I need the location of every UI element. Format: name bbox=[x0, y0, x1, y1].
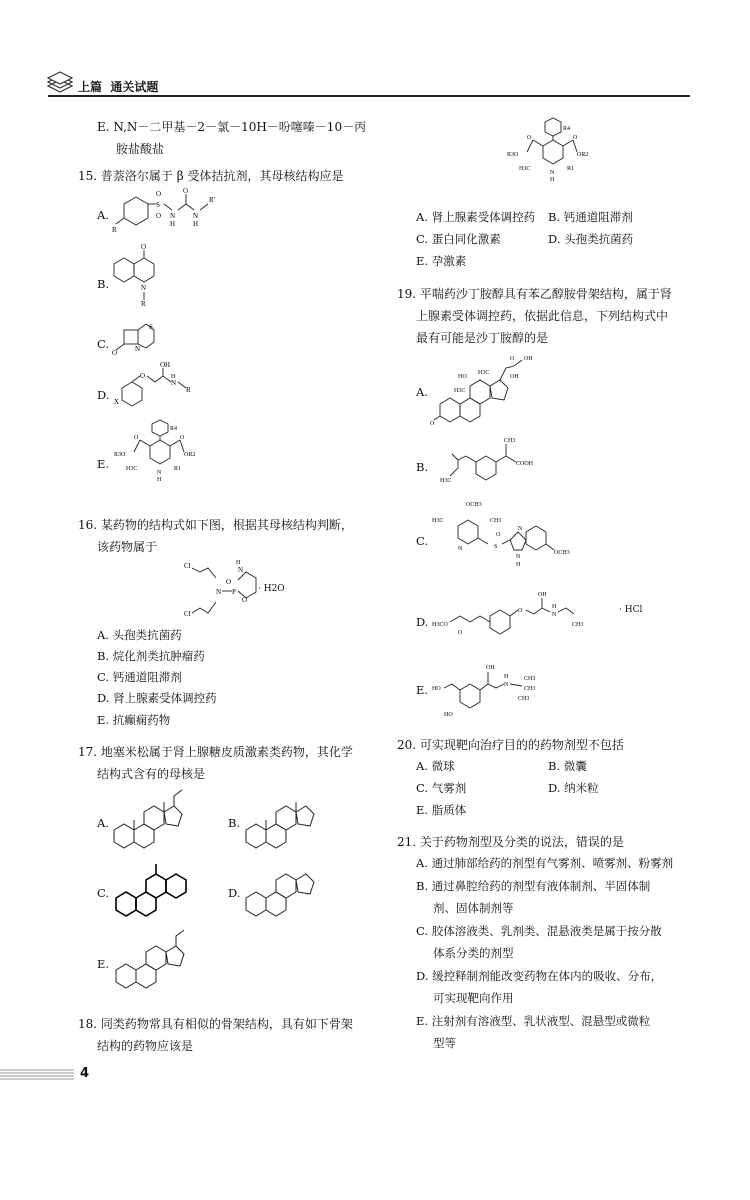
q21-option-e: E. 注射剂有溶液型、乳状液型、混悬型或微粒 bbox=[416, 1014, 651, 1028]
q17-option-d-label: D. bbox=[228, 886, 241, 900]
svg-text:OR2: OR2 bbox=[184, 452, 196, 458]
q21-option-c: C. 胶体溶液类、乳剂类、混悬液类是属于按分散 bbox=[416, 924, 662, 938]
q15-structure-b bbox=[112, 243, 172, 308]
q21-option-d: D. 缓控释制剂能改变药物在体内的吸收、分布， bbox=[416, 969, 663, 983]
q16-option-b: B. 烷化剂类抗肿瘤药 bbox=[97, 649, 205, 663]
svg-text:OCH3: OCH3 bbox=[466, 502, 482, 508]
q15-option-b-label: B. bbox=[97, 277, 110, 291]
svg-text:O: O bbox=[183, 187, 189, 195]
page-number: 4 bbox=[80, 1066, 90, 1081]
svg-text:R': R' bbox=[209, 196, 215, 204]
q21-option-e-cont: 型等 bbox=[433, 1036, 456, 1050]
svg-text:H3C: H3C bbox=[126, 466, 138, 472]
svg-text:H: H bbox=[516, 562, 521, 568]
q16-hydrate-label: · H2O bbox=[258, 584, 285, 594]
svg-text:Cl: Cl bbox=[184, 562, 191, 570]
q17-stem-line2: 结构式含有的母核是 bbox=[97, 767, 206, 781]
q20-option-d: D. 纳米粒 bbox=[548, 781, 599, 795]
svg-text:OR2: OR2 bbox=[577, 152, 589, 158]
q16-stem-line2: 该药物属于 bbox=[97, 540, 158, 554]
q17-option-a-label: A. bbox=[97, 816, 109, 830]
svg-text:OH: OH bbox=[486, 665, 495, 671]
svg-text:R1: R1 bbox=[174, 466, 182, 472]
svg-text:H: H bbox=[170, 220, 176, 228]
svg-text:R: R bbox=[112, 226, 117, 234]
svg-text:H: H bbox=[236, 560, 241, 566]
svg-text:H3C: H3C bbox=[454, 388, 466, 394]
svg-text:CH3: CH3 bbox=[524, 676, 536, 682]
svg-text:O: O bbox=[242, 596, 248, 604]
svg-text:H: H bbox=[550, 177, 555, 183]
svg-text:O: O bbox=[573, 135, 578, 141]
running-header: 上篇 通关试题 bbox=[78, 80, 159, 94]
q21-stem: 21. 关于药物剂型及分类的说法，错误的是 bbox=[397, 835, 624, 849]
footer-stripes bbox=[0, 1068, 74, 1082]
q14-option-e-cont: 胺盐酸盐 bbox=[116, 142, 165, 156]
q20-option-a: A. 微球 bbox=[416, 759, 455, 773]
svg-text:H: H bbox=[552, 604, 557, 610]
svg-text:R: R bbox=[141, 300, 146, 308]
q19-structure-a bbox=[430, 352, 580, 434]
q15-structure-c bbox=[112, 320, 172, 360]
q17-stem-line1: 17. 地塞米松属于肾上腺糖皮质激素类药物，其化学 bbox=[78, 745, 353, 759]
svg-text:R4: R4 bbox=[563, 126, 571, 132]
q18-option-e: E. 孕激素 bbox=[416, 254, 467, 268]
svg-text:HO: HO bbox=[458, 374, 467, 380]
svg-text:COOH: COOH bbox=[516, 461, 534, 467]
q19-option-a-label: A. bbox=[416, 385, 428, 399]
q20-option-e: E. 脂质体 bbox=[416, 803, 467, 817]
svg-text:O: O bbox=[518, 608, 523, 614]
q19-option-b-label: B. bbox=[416, 460, 429, 474]
q21-option-b-cont: 剂、固体制剂等 bbox=[433, 901, 514, 915]
svg-text:HO: HO bbox=[432, 686, 441, 692]
q17-structure-a bbox=[108, 786, 208, 861]
svg-text:H3C: H3C bbox=[478, 370, 490, 376]
svg-text:S: S bbox=[156, 201, 160, 209]
q15-stem: 15. 普萘洛尔属于 β 受体拮抗剂，其母核结构应是 bbox=[78, 169, 344, 183]
q14-option-e: E. N,N－二甲基－2－氯－10H－吩噻嗪－10－丙 bbox=[97, 120, 367, 134]
q18-option-a: A. 肾上腺素受体调控药 bbox=[416, 210, 536, 224]
q15-option-c-label: C. bbox=[97, 337, 110, 351]
q17-structure-c bbox=[112, 858, 212, 924]
svg-text:O: O bbox=[156, 212, 162, 220]
svg-text:N: N bbox=[550, 170, 555, 176]
q17-structure-e bbox=[112, 924, 212, 1000]
svg-text:N: N bbox=[238, 566, 244, 574]
q19-structure-b bbox=[430, 432, 580, 490]
svg-text:N: N bbox=[518, 526, 523, 532]
svg-text:N: N bbox=[552, 612, 557, 618]
svg-text:R3O: R3O bbox=[114, 452, 126, 458]
svg-text:N: N bbox=[193, 212, 199, 220]
svg-text:CH3: CH3 bbox=[572, 622, 584, 628]
q15-structure-e bbox=[112, 418, 212, 498]
svg-text:O: O bbox=[134, 435, 139, 441]
svg-text:O: O bbox=[112, 349, 118, 357]
svg-text:N: N bbox=[504, 682, 509, 688]
svg-text:X: X bbox=[114, 398, 120, 406]
q19-option-c-label: C. bbox=[416, 534, 429, 548]
svg-text:N: N bbox=[458, 546, 463, 552]
q17-option-b-label: B. bbox=[228, 816, 241, 830]
svg-text:N: N bbox=[170, 212, 176, 220]
header-rule bbox=[48, 95, 690, 97]
svg-text:R1: R1 bbox=[567, 166, 575, 172]
svg-text:R3O: R3O bbox=[507, 152, 519, 158]
q16-option-c: C. 钙通道阻滞剂 bbox=[97, 670, 182, 684]
svg-text:CH3: CH3 bbox=[490, 518, 502, 524]
q17-option-c-label: C. bbox=[97, 886, 110, 900]
svg-text:O: O bbox=[430, 421, 435, 427]
q15-option-d-label: D. bbox=[97, 388, 110, 402]
svg-text:H: H bbox=[157, 477, 162, 483]
svg-text:OH: OH bbox=[538, 592, 547, 598]
q21-option-c-cont: 体系分类的剂型 bbox=[433, 946, 514, 960]
svg-text:N: N bbox=[516, 554, 521, 560]
svg-text:O: O bbox=[496, 532, 501, 538]
q17-structure-d bbox=[240, 858, 340, 924]
svg-text:O: O bbox=[141, 243, 147, 251]
svg-text:CH3: CH3 bbox=[518, 696, 530, 702]
svg-text:N: N bbox=[157, 470, 162, 476]
svg-text:N: N bbox=[216, 588, 222, 596]
svg-text:O: O bbox=[226, 578, 232, 586]
svg-text:Cl: Cl bbox=[184, 610, 191, 618]
svg-text:O: O bbox=[510, 356, 515, 362]
q19-stem-line1: 19. 平喘药沙丁胺醇具有苯乙醇胺骨架结构，属于肾 bbox=[397, 287, 672, 301]
q21-option-b: B. 通过鼻腔给药的剂型有液体制剂、半固体制 bbox=[416, 879, 651, 893]
svg-text:CH3: CH3 bbox=[504, 438, 516, 444]
svg-text:OCH3: OCH3 bbox=[554, 550, 570, 556]
svg-text:O: O bbox=[180, 435, 185, 441]
svg-text:OH: OH bbox=[160, 361, 171, 369]
q18-option-b: B. 钙通道阻滞剂 bbox=[548, 210, 633, 224]
svg-text:H3C: H3C bbox=[432, 518, 444, 524]
svg-text:S: S bbox=[149, 323, 153, 331]
q16-option-e: E. 抗癫痫药物 bbox=[97, 713, 171, 727]
svg-text:CH3: CH3 bbox=[524, 686, 536, 692]
q15-option-e-label: E. bbox=[97, 457, 110, 471]
svg-text:N: N bbox=[135, 345, 141, 353]
svg-text:O: O bbox=[527, 135, 532, 141]
svg-text:O: O bbox=[140, 372, 146, 380]
svg-text:H3CO: H3CO bbox=[432, 622, 448, 628]
q18-option-d: D. 头孢类抗菌药 bbox=[548, 232, 634, 246]
q19-stem-line3: 最有可能是沙丁胺醇的是 bbox=[416, 331, 549, 345]
q21-option-a: A. 通过肺部给药的剂型有气雾剂、喷雾剂、粉雾剂 bbox=[416, 856, 674, 870]
svg-text:H: H bbox=[193, 220, 199, 228]
svg-text:OH: OH bbox=[524, 356, 533, 362]
book-stack-icon bbox=[46, 72, 74, 94]
q20-option-c: C. 气雾剂 bbox=[416, 781, 467, 795]
q17-structure-b bbox=[240, 790, 340, 860]
svg-text:S: S bbox=[494, 544, 498, 550]
q20-stem: 20. 可实现靶向治疗目的的药物剂型不包括 bbox=[397, 738, 624, 752]
svg-text:O: O bbox=[156, 190, 162, 198]
svg-text:R: R bbox=[186, 386, 191, 394]
q19-option-e-label: E. bbox=[416, 683, 429, 697]
svg-text:H: H bbox=[504, 674, 509, 680]
q19-option-d-label: D. bbox=[416, 615, 429, 629]
q16-stem-line1: 16. 某药物的结构式如下图，根据其母核结构判断， bbox=[78, 518, 353, 532]
q21-option-d-cont: 可实现靶向作用 bbox=[433, 991, 514, 1005]
q16-option-a: A. 头孢类抗菌药 bbox=[97, 628, 182, 642]
q16-option-d: D. 肾上腺素受体调控药 bbox=[97, 691, 217, 705]
svg-text:H: H bbox=[171, 374, 176, 380]
q17-option-e-label: E. bbox=[97, 957, 110, 971]
q15-structure-a bbox=[112, 187, 242, 235]
q15-option-a-label: A. bbox=[97, 208, 109, 222]
svg-text:HO: HO bbox=[444, 712, 453, 718]
svg-text:P: P bbox=[232, 588, 236, 596]
q18-structure-dihydropyridine bbox=[505, 112, 615, 200]
q19-structure-d bbox=[430, 582, 643, 638]
q18-option-c: C. 蛋白同化激素 bbox=[416, 232, 501, 246]
q19-structure-c bbox=[430, 496, 610, 574]
q19-hcl-salt-label: · HCl bbox=[619, 605, 643, 615]
svg-text:H3C: H3C bbox=[519, 166, 531, 172]
q19-structure-e bbox=[430, 656, 590, 720]
svg-text:O: O bbox=[458, 630, 463, 636]
svg-text:R4: R4 bbox=[170, 426, 178, 432]
q18-stem-line1: 18. 同类药物常具有相似的骨架结构，具有如下骨架 bbox=[78, 1017, 353, 1031]
q15-structure-d bbox=[112, 361, 242, 413]
svg-text:N: N bbox=[141, 284, 147, 292]
svg-text:OH: OH bbox=[510, 374, 519, 380]
svg-text:N: N bbox=[171, 379, 177, 387]
q19-stem-line2: 上腺素受体调控药，依据此信息，下列结构式中 bbox=[416, 309, 669, 323]
q18-stem-line2: 结构的药物应该是 bbox=[97, 1039, 194, 1053]
q20-option-b: B. 微囊 bbox=[548, 759, 587, 773]
svg-text:H3C: H3C bbox=[440, 478, 452, 484]
